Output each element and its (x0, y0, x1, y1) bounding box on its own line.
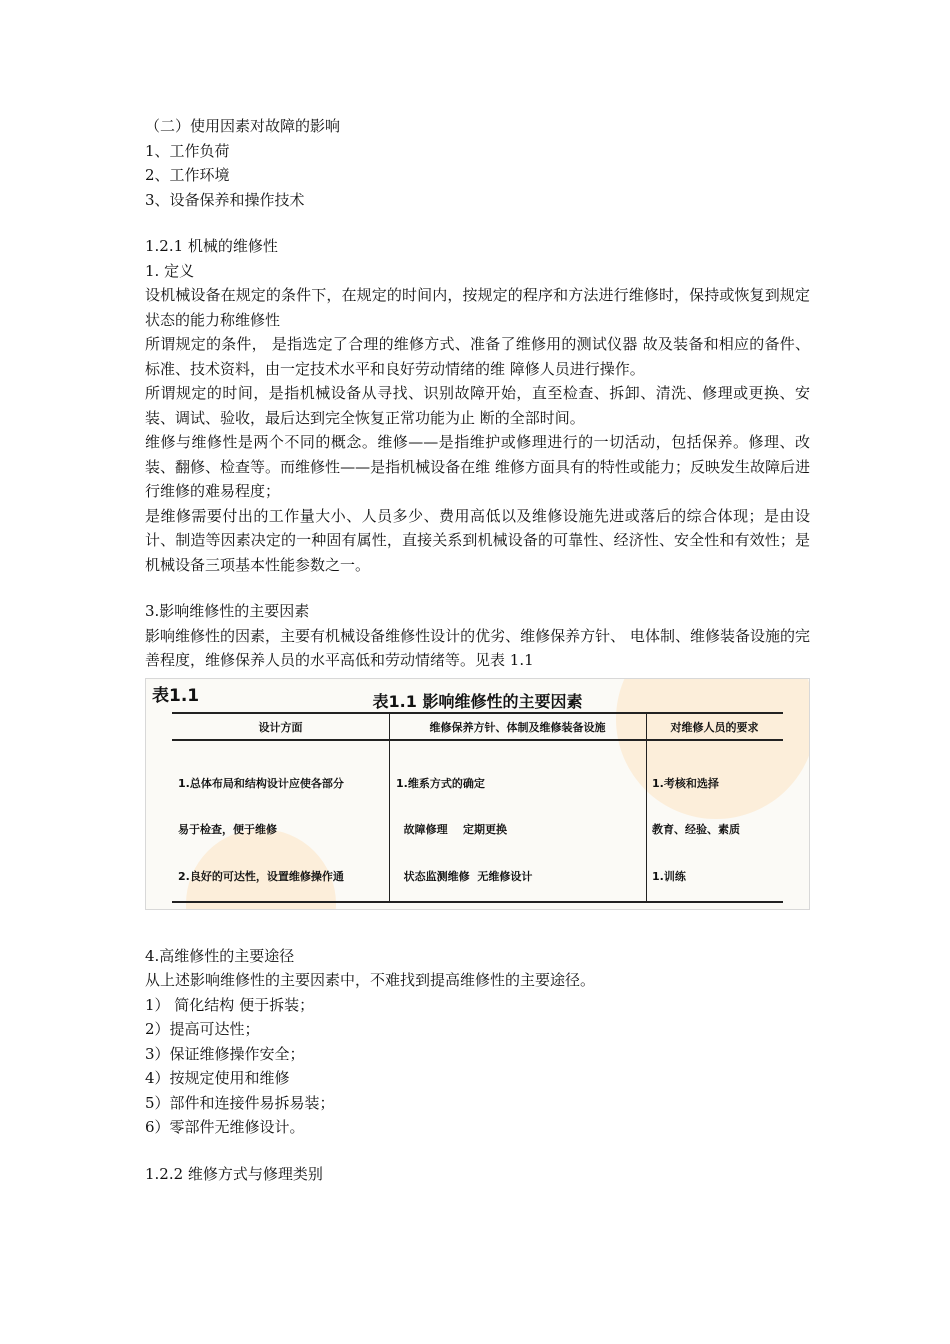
table-title: 表1.1 影响维修性的主要因素 (372, 691, 583, 711)
table-cell-design (178, 745, 344, 910)
list-item: 3、设备保养和操作技术 (145, 190, 305, 209)
factors-table-image (145, 678, 810, 910)
section-heading: 4.高维修性的主要途径 (145, 946, 295, 965)
section-heading: 3.影响维修性的主要因素 (145, 602, 310, 620)
list-item: 3）保证维修操作安全； (145, 1044, 305, 1063)
table-cell-line: 易于检查，便于维修 (178, 823, 277, 837)
paragraph: 所谓规定的条件， 是指选定了合理的维修方式、准备了维修用的测试仪器 故及装备和相应的备件、标准、技术资料，由一定技术水平和良好劳动情绪的维 障修人员进行操作。 (145, 335, 810, 378)
table-cell-personnel (652, 745, 740, 910)
table-cell-line: 1.维系方式的确定 (396, 776, 485, 790)
table-cell-maintenance (396, 745, 555, 910)
list-item: 2、工作环境 (145, 166, 230, 184)
table-cell-line: 2.良好的可达性，设置维修操作通 (178, 870, 344, 884)
table-cell-line: 故障修理 定期更换 (396, 823, 507, 837)
table-header-maintenance: 维修保养方针、体制及维修装备设施 (429, 720, 606, 734)
table-cell-line: 教育、经验、素质 (652, 823, 740, 837)
list-item: 1） 简化结构 便于拆装； (145, 995, 315, 1014)
table-cell-line: 1.训练 (652, 870, 686, 884)
table-divider (646, 712, 647, 901)
list-item: 2）提高可达性； (145, 1020, 260, 1038)
list-item: 1、工作负荷 (145, 141, 230, 160)
section-heading: 1.2.2 维修方式与修理类别 (145, 1164, 323, 1183)
section-heading: 1.2.1 机械的维修性 (145, 237, 278, 255)
list-item: 4）按规定使用和维修 (145, 1069, 290, 1087)
paragraph: 从上述影响维修性的主要因素中，不难找到提高维修性的主要途径。 (145, 971, 596, 989)
subheading: 1. 定义 (145, 261, 195, 280)
paragraph: 是维修需要付出的工作量大小、人员多少、费用高低以及维修设施先进或落后的综合体现；是由设计、制造等因素决定的一种固有属性，直接关系到机械设备的可靠性、经济性、安全性和有效性；是机械设备三项基本性能参数之一。 (145, 506, 810, 574)
list-item: 5）部件和连接件易拆易装； (145, 1093, 335, 1112)
list-item: 6）零部件无维修设计。 (145, 1118, 305, 1136)
table-rule (172, 739, 783, 741)
table-rule (172, 712, 783, 714)
paragraph: 设机械设备在规定的条件下，在规定的时间内，按规定的程序和方法进行维修时，保持或恢复到规定状态的能力称维修性 (145, 286, 810, 329)
table-cell-line: 1.总体布局和结构设计应使各部分 (178, 776, 344, 790)
table-label: 表1.1 (152, 685, 200, 706)
table-header-personnel: 对维修人员的要求 (670, 720, 759, 734)
paragraph: 维修与维修性是两个不同的概念。维修——是指维护或修理进行的一切活动，包括保养。修理、改装、翻修、检查等。而维修性——是指机械设备在维 维修方面具有的特性或能力；反映发生故障后进行维修的难易程度； (145, 433, 810, 500)
paragraph: 影响维修性的因素，主要有机械设备维修性设计的优劣、维修保养方针、 电体制、维修装备设施的完善程度，维修保养人员的水平高低和劳动情绪等。见表 1.1 (145, 626, 810, 669)
table-header-design: 设计方面 (258, 720, 303, 734)
table-divider (389, 712, 390, 901)
table-cell-line: 状态监测维修 无维修设计 (396, 870, 533, 884)
document-page (145, 114, 810, 1186)
section-heading: （二）使用因素对故障的影响 (145, 117, 341, 135)
paragraph: 所谓规定的时间，是指机械设备从寻找、识别故障开始，直至检查、拆卸、清洗、修理或更换、安装、调试、验收，最后达到完全恢复正常功能为止 断的全部时间。 (145, 384, 810, 427)
table-cell-line: 1.考核和选择 (652, 776, 719, 790)
